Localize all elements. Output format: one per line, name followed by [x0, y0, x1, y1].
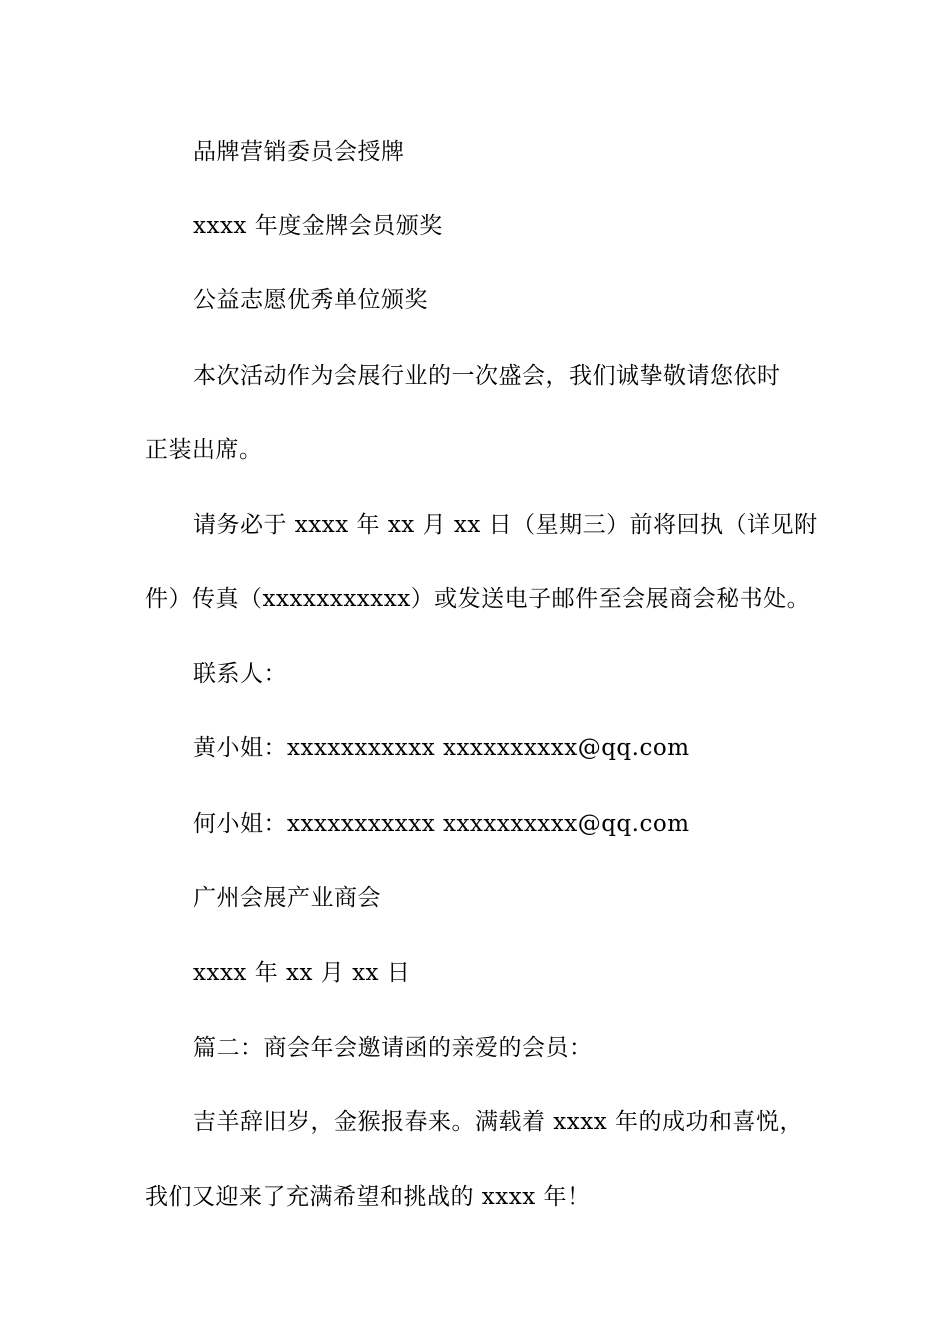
text-line-2: xxxx 年度金牌会员颁奖: [193, 213, 443, 239]
text-line-6: 请务必于 xxxx 年 xx 月 xx 日（星期三）前将回执（详见附: [193, 512, 818, 538]
text-line-14: 吉羊辞旧岁，金猴报春来。满载着 xxxx 年的成功和喜悦，: [193, 1109, 804, 1135]
text-line-1: 品牌营销委员会授牌: [193, 139, 405, 165]
organization-name: 广州会展产业商会: [193, 885, 381, 911]
text-line-7: 件）传真（xxxxxxxxxxx）或发送电子邮件至会展商会秘书处。: [145, 586, 811, 612]
text-line-5: 正装出席。: [145, 437, 263, 463]
text-line-4: 本次活动作为会展行业的一次盛会，我们诚挚敬请您依时: [193, 363, 781, 389]
contact-huang: 黄小姐：xxxxxxxxxxx xxxxxxxxxx@qq.com: [193, 735, 690, 761]
text-line-15: 我们又迎来了充满希望和挑战的 xxxx 年！: [145, 1184, 591, 1210]
contact-label: 联系人：: [193, 661, 287, 687]
section-heading: 篇二：商会年会邀请函的亲爱的会员：: [193, 1035, 593, 1061]
contact-he: 何小姐：xxxxxxxxxxx xxxxxxxxxx@qq.com: [193, 811, 690, 837]
text-line-3: 公益志愿优秀单位颁奖: [193, 287, 428, 313]
document-date: xxxx 年 xx 月 xx 日: [193, 960, 411, 986]
